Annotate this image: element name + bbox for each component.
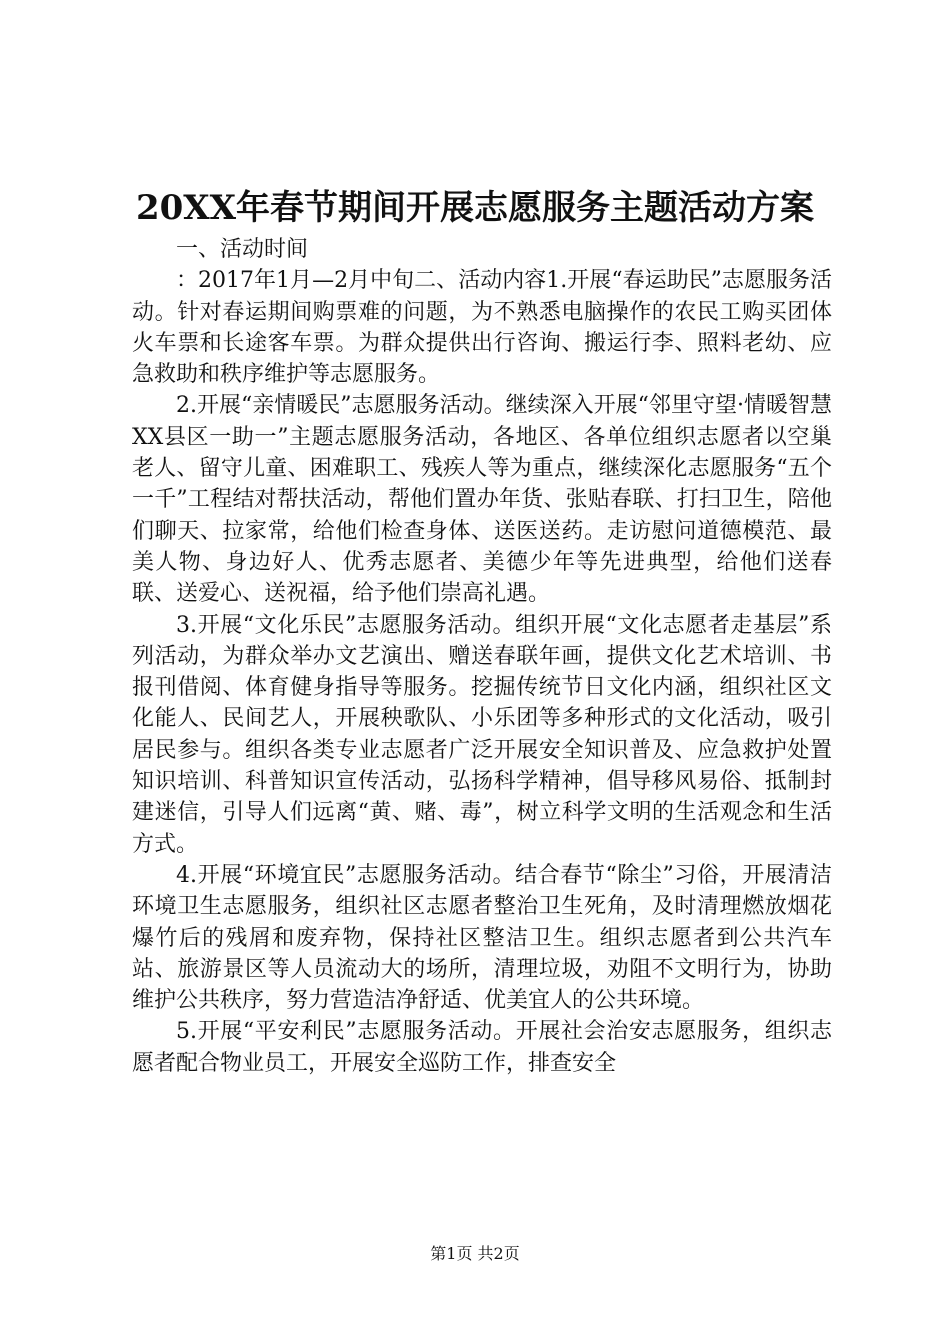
document-body: [132, 234, 832, 1079]
paragraph-time-and-item-1: ：2017年1月—2月中旬二、活动内容1.开展“春运助民”志愿服务活动。针对春运期间购票难的问题，为不熟悉电脑操作的农民工购买团体火车票和长途客车票。为群众提供出行咨询、搬运行李、照料老幼、应急救助和秩序维护等志愿服务。: [132, 268, 832, 388]
document-title: 20XX年春节期间开展志愿服务主题活动方案: [135, 188, 815, 228]
section-heading-activity-time: 一、活动时间: [176, 237, 309, 262]
paragraph-item-4: 4.开展“环境宜民”志愿服务活动。结合春节“除尘”习俗，开展清洁环境卫生志愿服务，组织社区志愿者整治卫生死角，及时清理燃放烟花爆竹后的残屑和废弃物，保持社区整洁卫生。组织志愿者到公共汽车站、旅游景区等人员流动大的场所，清理垃圾，劝阻不文明行为，协助维护公共秩序，努力营造洁净舒适、优美宜人的公共环境。: [132, 862, 832, 1014]
page-number-footer: 第1页 共2页: [430, 1244, 520, 1263]
paragraph-item-2: 2.开展“亲情暖民”志愿服务活动。继续深入开展“邻里守望·情暖智慧XX县区一助一”主题志愿服务活动，各地区、各单位组织志愿者以空巢老人、留守儿童、困难职工、残疾人等为重点，继续深化志愿服务“五个一千”工程结对帮扶活动，帮他们置办年货、张贴春联、打扫卫生，陪他们聊天、拉家常，给他们检查身体、送医送药。走访慰问道德模范、最美人物、身边好人、优秀志愿者、美德少年等先进典型，给他们送春联、送爱心、送祝福，给予他们崇高礼遇。: [132, 393, 832, 607]
paragraph-item-5: 5.开展“平安利民”志愿服务活动。开展社会治安志愿服务，组织志愿者配合物业员工，开展安全巡防工作，排查安全: [132, 1019, 832, 1076]
paragraph-item-3: 3.开展“文化乐民”志愿服务活动。组织开展“文化志愿者走基层”系列活动，为群众举办文艺演出、赠送春联年画，提供文化艺术培训、书报刊借阅、体育健身指导等服务。挖掘传统节日文化内涵，组织社区文化能人、民间艺人，开展秧歌队、小乐团等多种形式的文化活动，吸引居民参与。组织各类专业志愿者广泛开展安全知识普及、应急救护处置知识培训、科普知识宣传活动，弘扬科学精神，倡导移风易俗、抵制封建迷信，引导人们远离“黄、赌、毒”，树立科学文明的生活观念和生活方式。: [132, 612, 832, 857]
